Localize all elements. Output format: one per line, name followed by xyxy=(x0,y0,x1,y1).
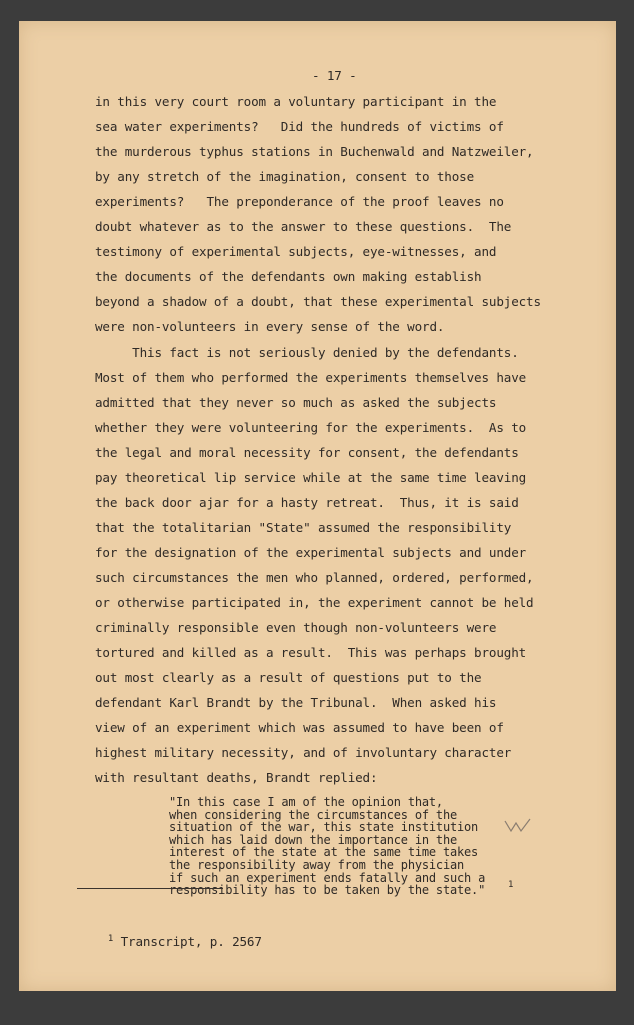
body-line: whether they were volunteering for the experiments. As to xyxy=(95,419,527,435)
body-line: testimony of experimental subjects, eye-witnesses, and xyxy=(95,244,497,260)
quote-line: interest of the state at the same time takes xyxy=(169,845,479,860)
quote-line: situation of the war, this state institution xyxy=(169,820,479,835)
footnote-text: Transcript, p. 2567 xyxy=(113,934,262,949)
footnote-divider xyxy=(77,888,223,889)
body-line: doubt whatever as to the answer to these questions. The xyxy=(95,219,512,235)
body-line: for the designation of the experimental subjects and under xyxy=(95,544,527,560)
footnote-number: 1 xyxy=(107,934,114,944)
quote-footnote-ref: 1 xyxy=(508,880,514,890)
body-line: criminally responsible even though non-volunteers were xyxy=(95,620,497,636)
body-line: or otherwise participated in, the experiment cannot be held xyxy=(95,595,534,610)
body-line: sea water experiments? Did the hundreds of victims of xyxy=(95,119,504,135)
handwritten-check-mark xyxy=(503,817,533,835)
quote-line: responsibility has to be taken by the state." xyxy=(169,883,486,898)
body-line: view of an experiment which was assumed to have been of xyxy=(95,720,504,736)
body-line: were non-volunteers in every sense of the word. xyxy=(95,319,445,335)
body-line: admitted that they never so much as asked the subjects xyxy=(95,394,497,410)
body-line: This fact is not seriously denied by the defendants. xyxy=(95,344,519,360)
quote-line: if such an experiment ends fatally and such a xyxy=(169,870,486,885)
body-line: tortured and killed as a result. This was perhaps brought xyxy=(95,645,527,661)
footnote xyxy=(93,919,262,949)
body-line: with resultant deaths, Brandt replied: xyxy=(95,770,378,786)
body-line: pay theoretical lip service while at the same time leaving xyxy=(95,469,527,485)
body-line: defendant Karl Brandt by the Tribunal. When asked his xyxy=(95,695,497,711)
quote-line: which has laid down the importance in the xyxy=(169,832,458,847)
quote-line: the responsibility away from the physician xyxy=(169,858,465,872)
body-line: the documents of the defendants own making establish xyxy=(95,269,482,285)
body-line: beyond a shadow of a doubt, that these experimental subjects xyxy=(95,294,541,310)
body-line: experiments? The preponderance of the proof leaves no xyxy=(95,194,504,210)
quote-line: "In this case I am of the opinion that, xyxy=(169,795,443,809)
body-line: the legal and moral necessity for consent, the defendants xyxy=(95,444,519,460)
body-line: the back door ajar for a hasty retreat. Thus, it is said xyxy=(95,494,519,510)
body-line: in this very court room a voluntary participant in the xyxy=(95,94,497,109)
body-line: such circumstances the men who planned, ordered, performed, xyxy=(95,569,534,585)
quote-line: when considering the circumstances of the xyxy=(169,807,458,822)
body-line: that the totalitarian "State" assumed the responsibility xyxy=(95,519,512,535)
body-line: the murderous typhus stations in Buchenwald and Natzweiler, xyxy=(95,144,534,160)
page-number: - 17 - xyxy=(312,68,357,83)
body-line: out most clearly as a result of questions put to the xyxy=(95,670,482,686)
body-line: highest military necessity, and of involuntary character xyxy=(95,745,512,761)
body-line: by any stretch of the imagination, consent to those xyxy=(95,169,475,185)
body-line: Most of them who performed the experiments themselves have xyxy=(95,369,527,385)
